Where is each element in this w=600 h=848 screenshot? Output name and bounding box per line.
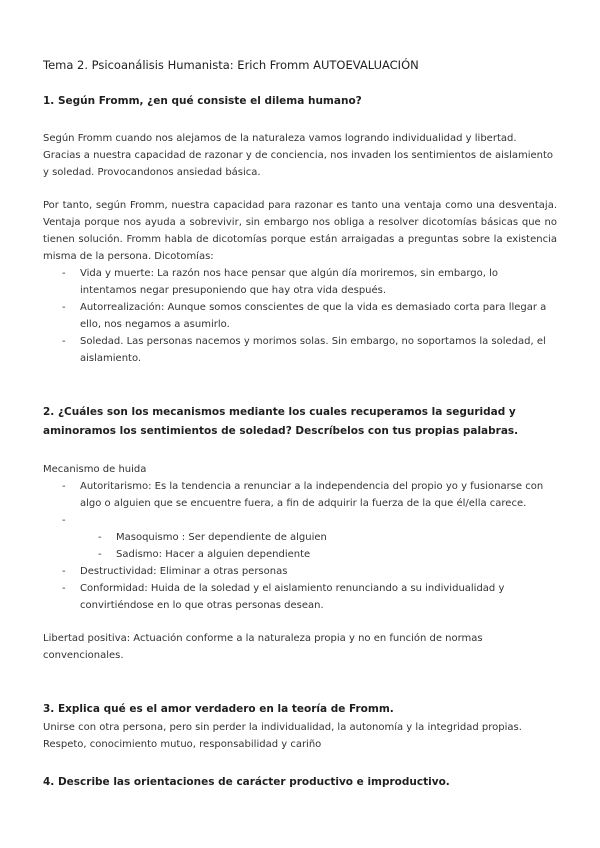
dichotomies-list — [43, 265, 557, 367]
list-item: - Soledad. Las personas nacemos y morimos solas. Sin embargo, no soportamos la soledad, el aislamiento. — [43, 333, 557, 367]
mechanisms-list — [43, 478, 557, 529]
sub-list-item: - Sadismo: Hacer a alguien dependiente — [43, 546, 557, 563]
document-title: Tema 2. Psicoanálisis Humanista: Erich Fromm AUTOEVALUACIÓN — [43, 58, 419, 72]
sub-list-item: - Masoquismo : Ser dependiente de alguien — [43, 529, 557, 546]
answer-1-paragraph-1: Según Fromm cuando nos alejamos de la naturaleza vamos logrando individualidad y libertad. Gracias a nuestra capacidad de razonar y de conciencia, nos invaden los sentimientos de aislamiento y soledad. Provocandonos ansiedad básica. — [43, 133, 554, 178]
mechanisms-list-continued — [43, 563, 557, 614]
document-page — [43, 58, 557, 792]
list-item: - Vida y muerte: La razón nos hace pensar que algún día moriremos, sin embargo, lo intentamos negar presuponiendo que hay otra vida después. — [43, 265, 557, 299]
list-item: - Autorrealización: Aunque somos conscientes de que la vida es demasiado corta para llegar a ello, nos negamos a asumirlo. — [43, 299, 557, 333]
answer-3-line-2: Respeto, conocimiento mutuo, responsabilidad y cariño — [43, 739, 322, 750]
question-1: 1. Según Fromm, ¿en qué consiste el dilema humano? — [43, 95, 362, 107]
list-item: - Conformidad: Huida de la soledad y el aislamiento renunciando a su individualidad y convirtiéndose en lo que otras personas desean. — [43, 580, 557, 614]
list-item: - Autoritarismo: Es la tendencia a renunciar a la independencia del propio yo y fusionarse con algo o alguien que se encuentre fuera, a fin de adquirir la fuerza de la que él/ella carece. — [43, 478, 557, 512]
positive-freedom: Libertad positiva: Actuación conforme a la naturaleza propia y no en función de normas convencionales. — [43, 633, 483, 661]
question-3: 3. Explica qué es el amor verdadero en la teoría de Fromm. — [43, 703, 394, 715]
list-item: - Destructividad: Eliminar a otras personas — [43, 563, 557, 580]
answer-2-intro: Mecanismo de huida — [43, 464, 147, 475]
list-item-empty — [43, 512, 557, 529]
question-2: 2. ¿Cuáles son los mecanismos mediante los cuales recuperamos la seguridad y aminoramos los sentimientos de soledad? Descríbelos con tus propias palabras. — [43, 406, 519, 437]
question-4: 4. Describe las orientaciones de carácter productivo e improductivo. — [43, 776, 450, 788]
answer-3-line-1: Unirse con otra persona, pero sin perder la individualidad, la autonomía y la integridad propias. — [43, 722, 522, 733]
answer-1-paragraph-2: Por tanto, según Fromm, nuestra capacidad para razonar es tanto una ventaja como una desventaja. Ventaja porque nos ayuda a sobrevivir, sin embargo nos obliga a resolver dicotomías básicas que no tienen solución. Fromm habla de dicotomías porque están arraigadas a preguntas sobre la existencia misma de la persona. Dicotomías: — [43, 200, 557, 262]
mechanisms-sublist — [43, 529, 557, 563]
